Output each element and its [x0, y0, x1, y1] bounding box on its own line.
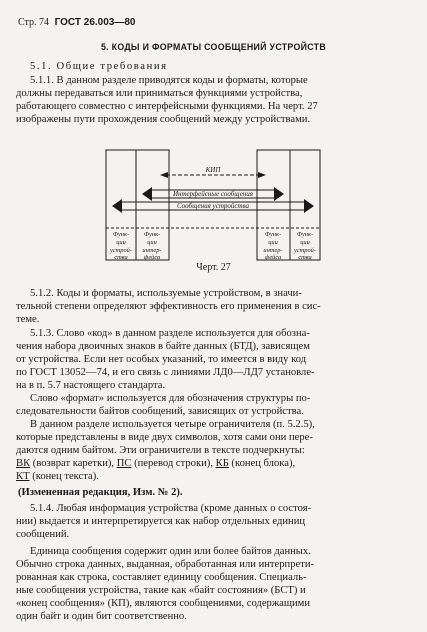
block-label: устрой-	[293, 247, 317, 254]
block-label: Функ-	[112, 231, 130, 238]
block-label: интер-	[142, 247, 162, 254]
text-line: «конец сообщения» (КП), являются сообщениями, содержащими	[16, 598, 311, 609]
text-line: от устройства. Если нет особых указаний, то имеется в виду код	[16, 354, 307, 365]
block-label: Функ-	[296, 231, 314, 238]
block-label: ции	[268, 239, 278, 246]
text-line: работающего совместно с интерфейсными функциями. На черт. 27	[16, 101, 318, 112]
text-line: сообщений.	[16, 529, 70, 540]
block-label: Функ-	[264, 231, 282, 238]
text-line: на в п. 5.7 настоящего стандарта.	[16, 380, 166, 391]
block-label: ции	[300, 239, 310, 246]
text-line: которые представлены в виде двух символов, хотя сами они пере-	[16, 432, 313, 443]
text-line: рованная как строка, составляет единицу сообщения. Специаль-	[16, 572, 307, 583]
delim-kt: КТ	[16, 471, 30, 482]
delimiters-line: ВК (возврат каретки), ПС (перевод строки), КБ (конец блока),	[16, 458, 296, 469]
text-line: чения набора двоичных знаков в байте данных (БТД), зависящем	[16, 341, 310, 352]
text-line: по ГОСТ 13052—74, и его связь с линиями ЛД0—ЛД7 установле-	[16, 367, 315, 378]
block-label: фейса	[143, 254, 161, 261]
text-line: В данном разделе используется четыре ограничителя (п. 5.2.5),	[30, 419, 315, 430]
kip-label: КИП	[205, 166, 221, 174]
text-line: 5.1.4. Любая информация устройства (кроме данных о состоя-	[30, 503, 312, 514]
text-line: должны передаваться или приниматься функциями устройства,	[16, 88, 303, 99]
block-label: ции	[147, 239, 157, 246]
device-messages-label: Сообщения устройства	[176, 202, 250, 210]
text-line: изображены пути прохождения сообщений между устройствами.	[16, 114, 311, 125]
text-line: один байт и один бит соответственно.	[16, 611, 187, 622]
subsection-title: 5.1. Общие требования	[30, 61, 168, 72]
page-label: Стр. 74	[18, 17, 50, 28]
text-line: теме.	[16, 314, 40, 325]
standard-code: ГОСТ 26.003—80	[54, 17, 136, 28]
delim-vk: ВК	[16, 458, 31, 469]
text-line: Единица сообщения содержит один или более байтов данных.	[30, 546, 311, 557]
text-line: 5.1.2. Коды и форматы, используемые устройством, в значи-	[30, 288, 302, 299]
interface-messages-label: Интерфейсные сообщения	[172, 190, 254, 198]
delim-kb: КБ	[215, 458, 229, 469]
figure-caption: Черт. 27	[196, 262, 231, 273]
block-label: интер-	[263, 247, 283, 254]
block-label: устрой-	[109, 247, 133, 254]
text-line: ные сообщения устройства, такие как «байт состояния» (БСТ) и	[16, 585, 306, 596]
block-label: ства	[298, 254, 312, 261]
amendment-note: (Измененная редакция, Изм. № 2).	[18, 487, 183, 498]
text-line: даются одним байтом. Эти ограничители в тексте подчеркнуты:	[16, 445, 305, 456]
section-title: 5. КОДЫ И ФОРМАТЫ СООБЩЕНИЙ УСТРОЙСТВ	[100, 42, 326, 52]
delim-ps: ПС	[116, 458, 132, 469]
block-label: ства	[114, 254, 128, 261]
block-label: ции	[116, 239, 126, 246]
text-line: Слово «формат» используется для обозначения структуры по-	[30, 393, 311, 404]
text-line: Обычно строка данных, выданная, обработанная или интерпрети-	[16, 559, 315, 570]
text-line: следовательности байтов сообщений, зависящих от устройства.	[16, 406, 304, 417]
text-line: нии) выдается и интерпретируется как набор отдельных единиц	[16, 516, 306, 527]
block-label: Функ-	[143, 231, 161, 238]
text-line: 5.1.1. В данном разделе приводятся коды и форматы, которые	[30, 75, 308, 86]
text-line: 5.1.3. Слово «код» в данном разделе используется для обозна-	[30, 328, 310, 339]
text-line: тельной степени определяют эффективность его применения в сис-	[16, 301, 321, 312]
block-label: фейса	[264, 254, 282, 261]
delimiters-line: КТ (конец текста).	[16, 471, 99, 482]
